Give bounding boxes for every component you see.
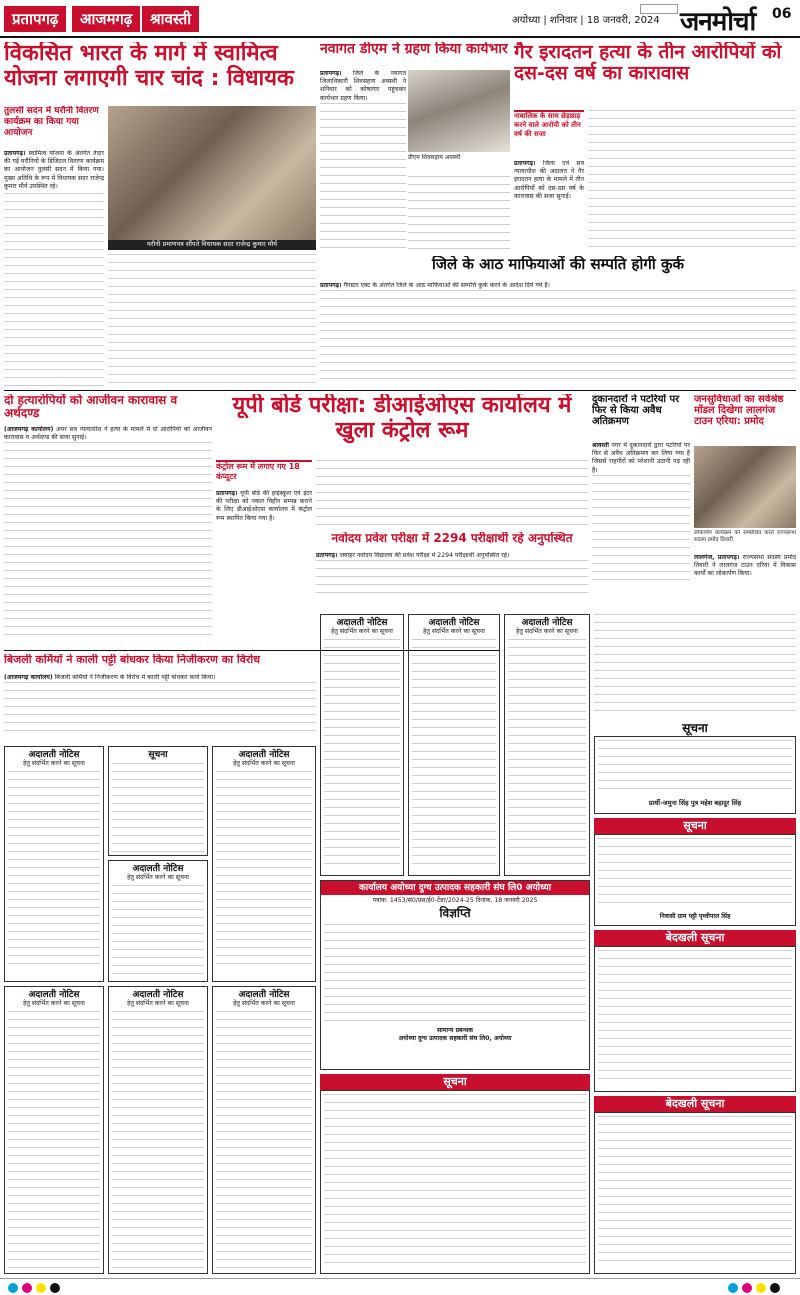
story-4-headline: जिले के आठ माफियाओं की सम्पति होगी कुर्क <box>431 256 685 273</box>
notice-text-lines <box>112 1011 204 1271</box>
cyan-mark-icon-2 <box>728 1283 738 1293</box>
notice-sub: हेतु संदर्भित करने का सूचना <box>23 760 85 767</box>
story-8-place: लालगंज, प्रतापगढ़। <box>694 554 740 561</box>
ad-notice-2-title: सूचना <box>594 818 796 834</box>
notice-1 <box>108 746 208 856</box>
ad-notice-2 <box>594 834 796 926</box>
notice-sub: हेतु संदर्भित करने का सूचना <box>127 1000 189 1007</box>
story-3-subhead: नाबालिक के साथ छेड़छाड़ करने वाले आरोपी को तीन वर्ष की सजा <box>514 112 581 138</box>
notice-text-lines <box>112 763 204 853</box>
ad-office-sub: पत्रांक: 1453/सं0/प्रस/ई0-टेंडर/2024-25 दिनांक, 18 जनवरी 2025 <box>372 897 538 904</box>
notice-title: अदालती नोटिस <box>132 864 184 874</box>
story-1-headline: विकसित भारत के मार्ग में स्वामित्व योजना लगाएगी चार चांद : विधायक <box>4 42 294 91</box>
story-3-subhead-block <box>514 110 584 158</box>
story-3-text-b <box>588 110 796 252</box>
ad-bedakhli-2 <box>594 1112 796 1274</box>
story-9-place: (आजमगढ़ कार्यालय) <box>4 674 53 681</box>
story-6-headline: यूपी बोर्ड परीक्षा: डीआईओएस कार्यालय में खुला कंट्रोल रूम <box>232 394 572 443</box>
date-line: अयोध्या | शनिवार | 18 जनवरी, 2024 <box>512 15 660 26</box>
story-10-text-lines <box>316 560 588 600</box>
story-2-photo <box>408 70 510 152</box>
story-6-text-a <box>216 490 312 610</box>
story-2-body: जिले के नवागत जिलाधिकारी शिवसहाय अवस्थी ने शनिवार को कोषागार पहुंचकर कार्यभार ग्रहण किया। <box>320 70 406 102</box>
story-6-subhead: कंट्रोल रूम में लगाए गए 18 कंप्यूटर <box>216 462 300 481</box>
story-2-text-lines <box>320 103 406 252</box>
story-4-headline-block <box>320 256 796 278</box>
ad-text-lines <box>598 950 792 1086</box>
notice-text-lines <box>112 885 204 981</box>
story-5-text <box>4 426 212 648</box>
ad-text-lines <box>598 1116 792 1266</box>
story-2-headline-block <box>320 42 510 68</box>
notice-7 <box>320 614 404 876</box>
story-9-text <box>4 674 316 742</box>
notice-text-lines <box>216 1011 312 1271</box>
ad-contact-1: निवासी ग्राम पट्टी पृथ्वीपाल सिंह <box>659 913 731 920</box>
story-5-body: अपर सत्र न्यायाधीश ने हत्या के मामले में दो आरोपियों को आजीवन कारावास व अर्थदण्ड की सजा सुनाई। <box>4 426 212 442</box>
notice-text-lines <box>216 771 312 971</box>
notice-2 <box>212 746 316 982</box>
notice-6 <box>212 986 316 1274</box>
story-10-body: जवाहर नवोदय विद्यालय की प्रवेश परीक्षा में 2294 परीक्षार्थी अनुपस्थित रहे। <box>339 552 510 559</box>
story-1-place: प्रतापगढ़। <box>4 150 26 157</box>
story-5-place: (आजमगढ़ कार्यालय) <box>4 426 54 433</box>
story-9-body: बिजली कर्मियों ने निजीकरण के विरोध में काली पट्टी बांधकर कार्य किया। <box>54 674 216 681</box>
ad-notice-1-title: सूचना <box>682 721 708 735</box>
notice-sub: हेतु संदर्भित करने का सूचना <box>127 874 189 881</box>
notice-sub: हेतु संदर्भित करने का सूचना <box>233 760 295 767</box>
story-1-photo <box>108 106 316 240</box>
notice-title: अदालती नोटिस <box>336 618 388 628</box>
story-2-photo-caption: डीएम शिवसहाय अवस्थी <box>408 154 461 161</box>
story-3-text-a <box>514 160 584 252</box>
story-8-body: राज्यसभा सदस्य प्रमोद तिवारी ने लालगंज टाउन एरिया में विकास कार्यों का लोकार्पण किया। <box>694 554 796 578</box>
notice-sub: हेतु संदर्भित करने का सूचना <box>331 628 393 635</box>
story-6-body: यूपी बोर्ड की हाईस्कूल एवं इंटर की परीक्षा को नकल विहीन सम्पन्न कराने के लिए डीआईओएस कार्यालय में कंट्रोल रूम स्थापित किया गया है। <box>216 490 312 522</box>
story-4-text <box>320 282 796 386</box>
notice-3 <box>108 860 208 982</box>
magenta-mark-icon <box>22 1283 32 1293</box>
tab-azamgarh: आजमगढ़ <box>72 6 140 32</box>
page-header <box>0 0 800 38</box>
tab-shravasti: श्रावस्ती <box>142 6 199 32</box>
story-9-headline-block <box>4 654 316 672</box>
notice-text-lines <box>508 639 586 869</box>
story-1-subhead: तुलसी सदन में घरौनी वितरण कार्यक्रम का किया गया आयोजन <box>4 106 99 138</box>
ad-vigyapti: विज्ञप्ति <box>439 906 471 921</box>
ad-bedakhli-2-title: बेदखली सूचना <box>594 1096 796 1112</box>
story-5-text-lines <box>4 442 212 642</box>
story-6-place: प्रतापगढ़। <box>216 490 238 497</box>
story-1-photo-caption: घरौनी प्रमाणपत्र सौंपते विधायक सदर राजेन्द्र कुमार मौर्य <box>108 240 316 250</box>
page-number: 06 <box>772 6 792 22</box>
notice-title: अदालती नोटिस <box>521 618 573 628</box>
story-1-text-lines <box>4 193 104 388</box>
notice-title: सूचना <box>148 750 168 760</box>
ad-text-lines <box>324 1094 586 1268</box>
story-8-text-b <box>594 614 796 718</box>
ad-notice-3-title: सूचना <box>320 1074 590 1090</box>
story-2-headline: नवागत डीएम ने ग्रहण किया कार्यभार <box>320 42 508 57</box>
notice-title: अदालती नोटिस <box>428 618 480 628</box>
story-4-body: गैंगस्टर एक्ट के अंतर्गत जिले के आठ माफियाओं की सम्पत्ति कुर्क करने के आदेश दिये गये हैं। <box>343 282 550 289</box>
ad-sign-1: सामान्य प्रबन्धक <box>437 1026 473 1034</box>
story-9-text-lines <box>4 682 316 732</box>
story-9-headline: बिजली कर्मियों ने काली पट्टी बांधकर किया निजीकरण का विरोध <box>4 654 260 666</box>
story-10-place: प्रतापगढ़। <box>316 552 338 559</box>
notice-sub: हेतु संदर्भित करने का सूचना <box>23 1000 85 1007</box>
story-2-place: प्रतापगढ़। <box>320 70 342 77</box>
story-4-place: प्रतापगढ़। <box>320 282 342 289</box>
notice-0 <box>4 746 104 982</box>
notice-9 <box>504 614 590 876</box>
story-6-text-b <box>316 460 588 528</box>
story-1-headline-block <box>4 42 316 104</box>
black-mark-icon-2 <box>770 1283 780 1293</box>
notice-text-lines <box>8 771 100 971</box>
story-3-body: जिला एवं सत्र न्यायाधीश की अदालत ने गैर इरादतन हत्या के मामले में तीन आरोपियों को दस-दस वर्ष के कारावास की सजा सुनाई। <box>514 160 584 200</box>
ad-notice-1 <box>594 736 796 814</box>
story-8-photo-caption: लोकार्पण कार्यक्रम को सम्बोधित करते राज्यसभा सदस्य प्रमोद तिवारी <box>694 530 796 543</box>
story-3-headline: गैर इरादतन हत्या के तीन आरोपियों को दस-दस वर्ष का कारावास <box>514 42 782 85</box>
story-7-headline-block <box>592 394 690 440</box>
notice-sub: हेतु संदर्भित करने का सूचना <box>516 628 578 635</box>
yellow-mark-icon <box>36 1283 46 1293</box>
story-1-text-b <box>108 254 316 388</box>
story-3-headline-block <box>514 42 796 108</box>
story-8-photo <box>694 446 796 528</box>
story-10-text <box>316 552 588 610</box>
ad-notice-3 <box>320 1090 590 1274</box>
ad-office-title: कार्यालय अयोध्या दुग्ध उत्पादक सहकारी संघ लि0 अयोध्या <box>321 881 589 895</box>
notice-5 <box>108 986 208 1274</box>
story-8-headline: जनसुविधाओं का सर्वश्रेष्ठ मॉडल दिखेगा लालगंज टाउन एरिया: प्रमोद <box>694 394 784 428</box>
story-6-subhead-block <box>216 460 312 488</box>
black-mark-icon <box>50 1283 60 1293</box>
notice-title: अदालती नोटिस <box>238 990 290 1000</box>
story-8-text <box>694 554 796 610</box>
notice-4 <box>4 986 104 1274</box>
notice-title: अदालती नोटिस <box>132 990 184 1000</box>
story-3-place: प्रतापगढ़। <box>514 160 536 167</box>
story-6-headline-block <box>216 394 588 458</box>
ad-text-lines <box>324 924 586 1024</box>
notice-title: अदालती नोटिस <box>28 990 80 1000</box>
story-7-place: श्रावस्ती <box>592 442 609 449</box>
yellow-mark-icon-2 <box>756 1283 766 1293</box>
logo-tag <box>640 4 678 14</box>
story-5-headline-block <box>4 394 212 424</box>
notice-title: अदालती नोटिस <box>238 750 290 760</box>
ad-contact-2: प्रार्थी-जमुना सिंह पुत्र महेश बहादुर सिंह <box>648 799 742 807</box>
ad-text-lines <box>598 838 792 910</box>
cyan-mark-icon <box>8 1283 18 1293</box>
ad-bedakhli-1 <box>594 946 796 1092</box>
notice-sub: हेतु संदर्भित करने का सूचना <box>423 628 485 635</box>
story-1-text-a <box>4 150 104 388</box>
masthead-logo: जनमोर्चा <box>680 7 756 37</box>
story-10-headline-block <box>316 532 588 550</box>
notice-text-lines <box>412 639 496 869</box>
story-7-text-lines <box>592 475 690 585</box>
notice-text-lines <box>8 1011 100 1271</box>
notice-8 <box>408 614 500 876</box>
story-5-headline: दो हत्यारोपियों को आजीवन कारावास व अर्थदण्ड <box>4 394 178 421</box>
story-10-headline: नवोदय प्रवेश परीक्षा में 2294 परीक्षार्थी रहे अनुपस्थित <box>331 532 573 545</box>
story-8-headline-block <box>694 394 796 444</box>
ad-office-notice <box>320 880 590 1070</box>
notice-sub: हेतु संदर्भित करने का सूचना <box>233 1000 295 1007</box>
story-2-text-a <box>320 70 406 252</box>
tab-pratapgarh: प्रतापगढ़ <box>4 6 66 32</box>
ad-bedakhli-1-title: बेदखली सूचना <box>594 930 796 946</box>
story-7-headline: दुकानदारों ने पटरियों पर फिर से किया अवैध अतिक्रमण <box>592 394 680 428</box>
notice-title: अदालती नोटिस <box>28 750 80 760</box>
story-1-body: स्वामित्व योजना के अंतर्गत तेंदार की गई घरौनियों के डिजिटल वितरण कार्यक्रम का आयोजन तुलसी सदन में किया गया। मुख्य अतिथि के रूप में विधायक सदर राजेन्द्र कुमार मौर्य उपस्थित रहे। <box>4 150 104 190</box>
story-2-text-b <box>408 176 510 252</box>
ad-text-lines <box>598 740 792 796</box>
notice-text-lines <box>324 639 400 869</box>
story-1-subhead-block <box>4 106 104 150</box>
page-footer <box>0 1278 800 1295</box>
story-7-text <box>592 442 690 610</box>
ad-sign-2: अयोध्या दुग्ध उत्पादक सहकारी संघ लि0, अयोध्या <box>398 1034 512 1042</box>
story-7-body: नगर में दुकानदारों द्वारा पटरियों पर फिर से अवैध अतिक्रमण कर लिया गया है जिससे राहगीरों को परेशानी उठानी पड़ रही है। <box>592 442 690 474</box>
divider-1 <box>4 390 796 391</box>
magenta-mark-icon-2 <box>742 1283 752 1293</box>
story-4-text-lines <box>320 290 796 384</box>
